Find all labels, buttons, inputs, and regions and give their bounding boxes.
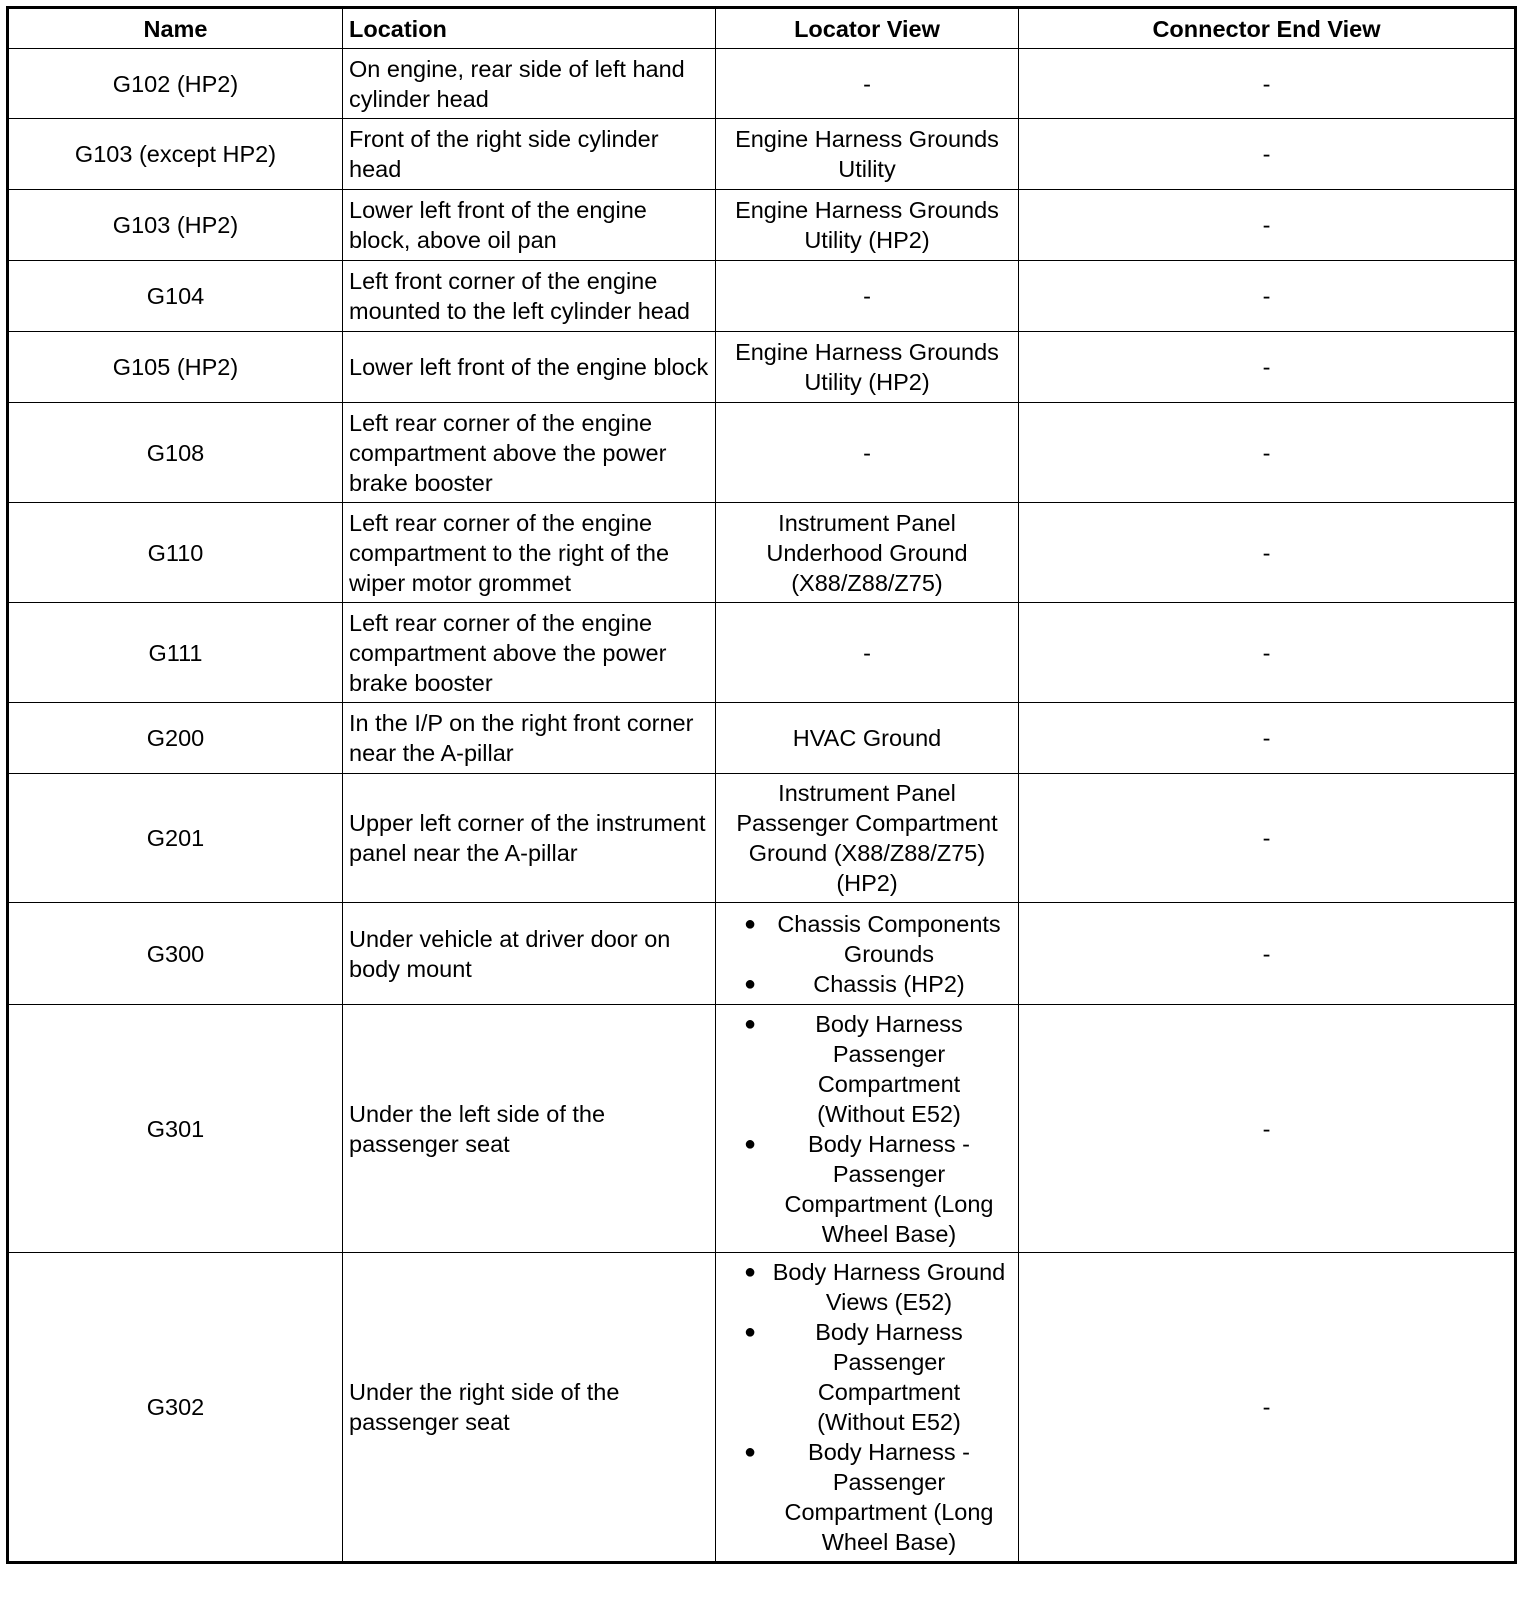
connector-end-view: - xyxy=(1019,1253,1516,1563)
ground-location: Front of the right side cylinder head xyxy=(343,119,716,190)
ground-name: G111 xyxy=(8,603,343,703)
ground-name: G108 xyxy=(8,403,343,503)
header-name: Name xyxy=(8,8,343,49)
locator-view-item: ● Body Harness - Passenger Compartment (Long Wheel Base) xyxy=(722,1437,1012,1557)
ground-name: G104 xyxy=(8,261,343,332)
table-row xyxy=(8,903,1516,1005)
table-row xyxy=(8,503,1516,603)
table-row xyxy=(8,119,1516,190)
locator-view: HVAC Ground xyxy=(716,703,1019,774)
ground-name: G102 (HP2) xyxy=(8,49,343,119)
locator-view: Engine Harness Grounds Utility xyxy=(716,119,1019,190)
header-connector-end-view: Connector End View xyxy=(1019,8,1516,49)
connector-end-view: - xyxy=(1019,332,1516,403)
ground-location: On engine, rear side of left hand cylinder head xyxy=(343,49,716,119)
ground-location: Left rear corner of the engine compartment above the power brake booster xyxy=(343,403,716,503)
locator-view: - xyxy=(716,261,1019,332)
locator-view: - xyxy=(716,49,1019,119)
header-location: Location xyxy=(343,8,716,49)
ground-name: G110 xyxy=(8,503,343,603)
connector-end-view: - xyxy=(1019,903,1516,1005)
ground-location: In the I/P on the right front corner near the A-pillar xyxy=(343,703,716,774)
connector-end-view: - xyxy=(1019,403,1516,503)
locator-view: Instrument Panel Underhood Ground (X88/Z88/Z75) xyxy=(716,503,1019,603)
header-row xyxy=(8,8,1516,49)
connector-end-view: - xyxy=(1019,261,1516,332)
ground-locations-table xyxy=(6,6,1517,1564)
locator-view: Instrument Panel Passenger Compartment Ground (X88/Z88/Z75)(HP2) xyxy=(716,774,1019,903)
table-row xyxy=(8,774,1516,903)
ground-location: Under the left side of the passenger seat xyxy=(343,1005,716,1253)
locator-view-item: ● Chassis (HP2) xyxy=(722,969,1012,999)
ground-location: Left rear corner of the engine compartment above the power brake booster xyxy=(343,603,716,703)
table-row xyxy=(8,190,1516,261)
ground-location: Upper left corner of the instrument panel near the A-pillar xyxy=(343,774,716,903)
locator-view-item: ● Body Harness - Passenger Compartment (Long Wheel Base) xyxy=(722,1129,1012,1249)
connector-end-view: - xyxy=(1019,703,1516,774)
ground-location: Lower left front of the engine block xyxy=(343,332,716,403)
ground-location: Under the right side of the passenger seat xyxy=(343,1253,716,1563)
table-row xyxy=(8,603,1516,703)
locator-view: - xyxy=(716,403,1019,503)
table-row xyxy=(8,1253,1516,1563)
locator-view-item: ● Chassis Components Grounds xyxy=(722,909,1012,969)
ground-name: G103 (except HP2) xyxy=(8,119,343,190)
ground-name: G201 xyxy=(8,774,343,903)
connector-end-view: - xyxy=(1019,603,1516,703)
connector-end-view: - xyxy=(1019,190,1516,261)
locator-view xyxy=(716,903,1019,1005)
ground-location: Left front corner of the engine mounted to the left cylinder head xyxy=(343,261,716,332)
locator-view: Engine Harness Grounds Utility (HP2) xyxy=(716,332,1019,403)
locator-view-list xyxy=(722,1257,1012,1557)
ground-name: G103 (HP2) xyxy=(8,190,343,261)
ground-location: Under vehicle at driver door on body mount xyxy=(343,903,716,1005)
connector-end-view: - xyxy=(1019,503,1516,603)
locator-view xyxy=(716,1005,1019,1253)
connector-end-view: - xyxy=(1019,1005,1516,1253)
ground-name: G302 xyxy=(8,1253,343,1563)
table-row xyxy=(8,261,1516,332)
locator-view xyxy=(716,1253,1019,1563)
connector-end-view: - xyxy=(1019,49,1516,119)
table-row xyxy=(8,403,1516,503)
ground-location: Left rear corner of the engine compartment to the right of the wiper motor grommet xyxy=(343,503,716,603)
locator-view-item: ● Body Harness Passenger Compartment (Without E52) xyxy=(722,1317,1012,1437)
locator-view-item: ● Body Harness Ground Views (E52) xyxy=(722,1257,1012,1317)
table-row xyxy=(8,332,1516,403)
locator-view-item: ● Body Harness Passenger Compartment (Without E52) xyxy=(722,1009,1012,1129)
connector-end-view: - xyxy=(1019,774,1516,903)
ground-name: G300 xyxy=(8,903,343,1005)
ground-name: G105 (HP2) xyxy=(8,332,343,403)
connector-end-view: - xyxy=(1019,119,1516,190)
ground-name: G301 xyxy=(8,1005,343,1253)
ground-location: Lower left front of the engine block, above oil pan xyxy=(343,190,716,261)
locator-view: - xyxy=(716,603,1019,703)
locator-view-list xyxy=(722,1009,1012,1249)
table-row xyxy=(8,49,1516,119)
locator-view-list xyxy=(722,909,1012,999)
table-row xyxy=(8,703,1516,774)
ground-name: G200 xyxy=(8,703,343,774)
locator-view: Engine Harness Grounds Utility (HP2) xyxy=(716,190,1019,261)
table-row xyxy=(8,1005,1516,1253)
header-locator-view: Locator View xyxy=(716,8,1019,49)
